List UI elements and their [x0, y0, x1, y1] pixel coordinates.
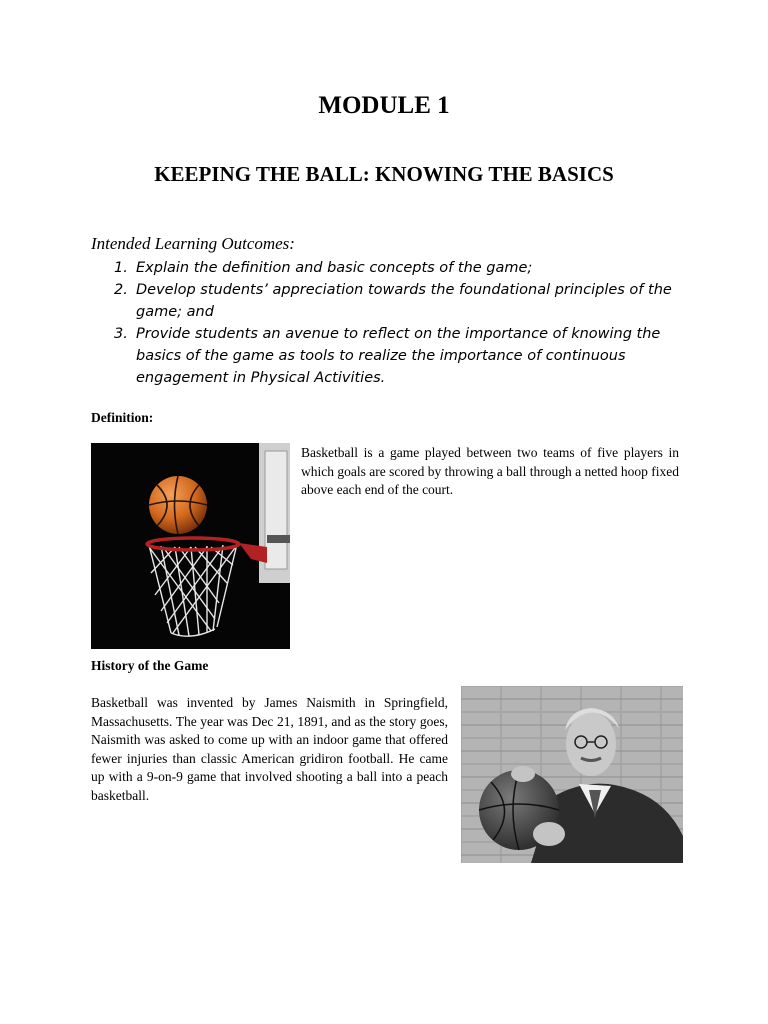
- learning-outcomes-heading: Intended Learning Outcomes:: [91, 234, 295, 253]
- history-label: History of the Game: [91, 658, 209, 673]
- learning-outcome-number: 2.: [114, 282, 128, 298]
- module-subtitle: KEEPING THE BALL: KNOWING THE BASICS: [154, 162, 614, 186]
- learning-outcome-text: Develop students’ appreciation towards the foundational principles of the game; and: [136, 282, 672, 320]
- definition-text: Basketball is a game played between two teams of five players in which goals are scored by throwing a ball through a netted hoop fixed above each end of the court.: [301, 445, 679, 497]
- naismith-photo: [461, 686, 683, 863]
- basketball-hoop-photo: [91, 443, 290, 649]
- history-text: Basketball was invented by James Naismith in Springfield, Massachusetts. The year was Dec 21, 1891, and as the story goes, Naismith was asked to come up with an indoor game that offered fewer injuries than classic American gridiron football. He came up with a 9-on-9 game that involved shooting a ball into a peach basketball.: [91, 695, 448, 803]
- learning-outcomes-list: [91, 257, 681, 389]
- learning-outcome-item: [91, 257, 681, 279]
- learning-outcome-number: 1.: [114, 260, 128, 276]
- definition-label: Definition:: [91, 410, 154, 425]
- learning-outcome-text: Explain the definition and basic concepts of the game;: [136, 260, 533, 276]
- learning-outcome-item: [91, 323, 681, 389]
- module-title: MODULE 1: [318, 92, 450, 119]
- learning-outcome-text: Provide students an avenue to reflect on the importance of knowing the basics of the game as tools to realize the importance of continuous engagement in Physical Activities.: [136, 326, 661, 386]
- learning-outcome-item: [91, 279, 681, 323]
- portrait-icon: [461, 686, 683, 863]
- learning-outcome-number: 3.: [114, 326, 128, 342]
- basketball-hoop-icon: [91, 443, 290, 649]
